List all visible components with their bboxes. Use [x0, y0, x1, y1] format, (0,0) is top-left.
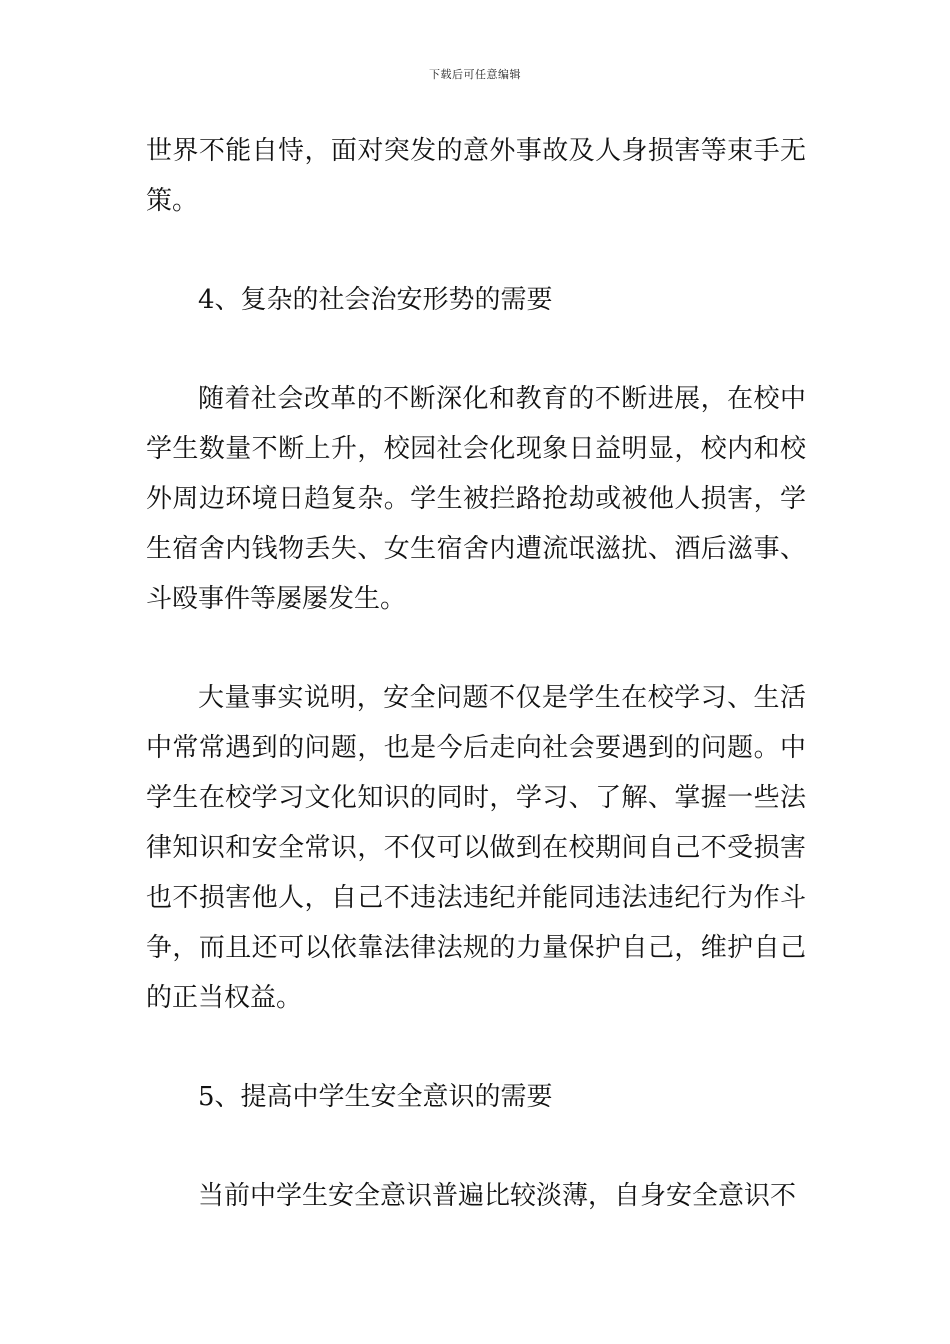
paragraph-social-security: 随着社会改革的不断深化和教育的不断进展，在校中学生数量不断上升，校园社会化现象日益明显，校内和校外周边环境日趋复杂。学生被拦路抢劫或被他人损害，学生宿舍内钱物丢失、女生宿舍内遭流氓滋扰、酒后滋事、斗殴事件等屡屡发生。: [146, 384, 806, 614]
section-heading-4: 4、复杂的社会治安形势的需要: [198, 285, 553, 315]
section-heading-5: 5、提高中学生安全意识的需要: [198, 1082, 553, 1112]
paragraph-safety-awareness: 当前中学生安全意识普遍比较淡薄，自身安全意识不: [198, 1181, 797, 1211]
paragraph-facts: 大量事实说明，安全问题不仅是学生在校学习、生活中常常遇到的问题，也是今后走向社会要遇到的问题。中学生在校学习文化知识的同时，学习、了解、掌握一些法律知识和安全常识，不仅可以做到在校期间自己不受损害也不损害他人，自己不违法违纪并能同违法违纪行为作斗争，而且还可以依靠法律法规的力量保护自己，维护自己的正当权益。: [146, 683, 806, 1013]
document-body: [146, 126, 806, 1221]
page-header-note: 下载后可任意编辑: [429, 68, 521, 81]
paragraph-continued: 世界不能自恃，面对突发的意外事故及人身损害等束手无策。: [146, 136, 806, 216]
